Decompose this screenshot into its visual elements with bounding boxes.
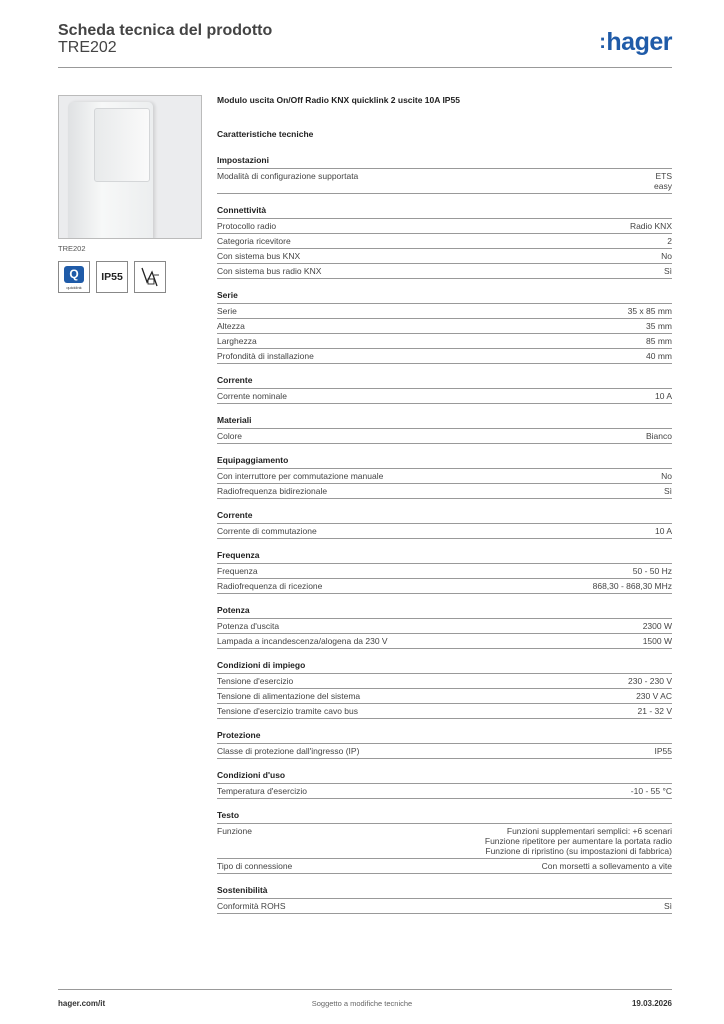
spec-value-line: Funzione ripetitore per aumentare la portata radio	[484, 836, 672, 846]
spec-row	[217, 579, 672, 594]
footer-date: 19.03.2026	[631, 999, 672, 1008]
spec-label: Corrente nominale	[217, 391, 287, 401]
footer-website: hager.com/it	[58, 999, 106, 1008]
section-title: Materiali	[217, 415, 672, 429]
spec-value	[258, 566, 672, 576]
section-title: Connettività	[217, 205, 672, 219]
spec-value-line: 2	[667, 236, 672, 246]
spec-value	[317, 526, 672, 536]
spec-section	[217, 730, 672, 759]
spec-value-line: 40 mm	[646, 351, 672, 361]
spec-value	[291, 236, 672, 246]
spec-value-line: 230 - 230 V	[628, 676, 672, 686]
spec-row	[217, 674, 672, 689]
product-image	[58, 95, 202, 239]
spec-value-line: 868,30 - 868,30 MHz	[592, 581, 672, 591]
spec-value	[300, 251, 672, 261]
spec-value	[383, 471, 672, 481]
spec-sections	[217, 155, 672, 914]
radio-wave-icon	[134, 261, 166, 293]
spec-value-line: Sì	[663, 266, 672, 276]
spec-value-line: 10 A	[654, 526, 672, 536]
section-title: Condizioni d'uso	[217, 770, 672, 784]
spec-section	[217, 660, 672, 719]
spec-section	[217, 415, 672, 444]
spec-row	[217, 469, 672, 484]
spec-value-line: 21 - 32 V	[637, 706, 672, 716]
spec-value-line: 1500 W	[642, 636, 672, 646]
spec-value-line: 35 x 85 mm	[627, 306, 672, 316]
spec-value	[359, 746, 672, 756]
spec-label: Radiofrequenza bidirezionale	[217, 486, 328, 496]
spec-row	[217, 524, 672, 539]
spec-value-line: easy	[654, 181, 672, 191]
quicklink-badge	[58, 261, 90, 293]
spec-value-line: Sì	[663, 486, 672, 496]
spec-label: Corrente di commutazione	[217, 526, 317, 536]
spec-label: Protocollo radio	[217, 221, 277, 231]
spec-value	[257, 336, 672, 346]
spec-value-line: Con morsetti a sollevamento a vite	[541, 861, 672, 871]
section-title: Sostenibilità	[217, 885, 672, 899]
spec-value-line: 35 mm	[646, 321, 672, 331]
spec-value	[388, 636, 672, 646]
spec-value-line: Funzione di ripristino (su impostazioni di fabbrica)	[485, 846, 672, 856]
spec-row	[217, 429, 672, 444]
spec-section	[217, 885, 672, 914]
spec-section	[217, 290, 672, 364]
spec-label: Tensione d'esercizio tramite cavo bus	[217, 706, 358, 716]
spec-value-line: Funzioni supplementari semplici: +6 scenari	[506, 826, 672, 836]
section-title: Equipaggiamento	[217, 455, 672, 469]
spec-row	[217, 219, 672, 234]
section-title: Potenza	[217, 605, 672, 619]
footer-disclaimer: Soggetto a modifiche tecniche	[311, 999, 413, 1008]
spec-section	[217, 155, 672, 194]
spec-value-line: IP55	[654, 746, 672, 756]
quicklink-icon: Q	[64, 266, 84, 283]
spec-row	[217, 784, 672, 799]
spec-value	[286, 901, 673, 911]
spec-value	[279, 621, 672, 631]
spec-label: Tipo di connessione	[217, 861, 293, 871]
footer-divider	[58, 989, 672, 990]
spec-label: Temperatura d'esercizio	[217, 786, 307, 796]
spec-row	[217, 704, 672, 719]
spec-row	[217, 744, 672, 759]
spec-row	[217, 349, 672, 364]
spec-label: Conformità ROHS	[217, 901, 286, 911]
spec-row	[217, 304, 672, 319]
ip55-badge: IP55	[96, 261, 128, 293]
spec-label: Potenza d'uscita	[217, 621, 280, 631]
spec-label: Frequenza	[217, 566, 258, 576]
section-title: Testo	[217, 810, 672, 824]
spec-value-line: No	[661, 251, 672, 261]
spec-label: Larghezza	[217, 336, 257, 346]
spec-row	[217, 264, 672, 279]
spec-label: Modalità di configurazione supportata	[217, 171, 359, 181]
spec-row	[217, 899, 672, 914]
spec-value-line: 85 mm	[646, 336, 672, 346]
spec-label: Altezza	[217, 321, 245, 331]
spec-value-line: Radio KNX	[629, 221, 672, 231]
spec-value	[276, 221, 672, 231]
spec-value	[321, 266, 672, 276]
product-name: Modulo uscita On/Off Radio KNX quicklink 2 uscite 10A IP55	[217, 95, 460, 105]
spec-label: Serie	[217, 306, 237, 316]
spec-value	[237, 306, 672, 316]
hager-logo: :hager	[599, 28, 672, 56]
spec-row	[217, 824, 672, 859]
specs-heading: Caratteristiche tecniche	[217, 129, 314, 139]
spec-value-line: ETS	[655, 171, 672, 181]
spec-label: Classe di protezione dall'ingresso (IP)	[217, 746, 360, 756]
spec-value-line: Sì	[663, 901, 672, 911]
spec-value-line: 230 V AC	[636, 691, 672, 701]
spec-label: Radiofrequenza di ricezione	[217, 581, 323, 591]
spec-label: Categoria ricevitore	[217, 236, 291, 246]
spec-row	[217, 319, 672, 334]
spec-value	[292, 861, 672, 871]
spec-label: Colore	[217, 431, 243, 441]
spec-row	[217, 249, 672, 264]
spec-value	[314, 351, 672, 361]
spec-value-line: 2300 W	[642, 621, 672, 631]
spec-row	[217, 619, 672, 634]
spec-section	[217, 770, 672, 799]
spec-label: Con sistema bus radio KNX	[217, 266, 322, 276]
section-title: Protezione	[217, 730, 672, 744]
spec-label: Con interruttore per commutazione manuale	[217, 471, 384, 481]
page-title: Scheda tecnica del prodotto	[58, 22, 273, 39]
product-code: TRE202	[58, 39, 117, 56]
spec-value	[360, 691, 672, 701]
spec-label: Profondità di installazione	[217, 351, 314, 361]
quicklink-label: quicklink	[66, 285, 82, 290]
spec-value-line: Bianco	[646, 431, 672, 441]
spec-label: Con sistema bus KNX	[217, 251, 301, 261]
spec-value	[252, 826, 672, 856]
spec-section	[217, 375, 672, 404]
spec-value	[293, 676, 672, 686]
spec-value	[358, 706, 672, 716]
spec-value-line: -10 - 55 °C	[630, 786, 672, 796]
spec-label: Funzione	[217, 826, 252, 836]
spec-value-line: No	[661, 471, 672, 481]
spec-row	[217, 859, 672, 874]
spec-section	[217, 510, 672, 539]
spec-section	[217, 550, 672, 594]
spec-value	[287, 391, 672, 401]
spec-value	[307, 786, 672, 796]
spec-label: Tensione di alimentazione del sistema	[217, 691, 361, 701]
spec-value-line: 10 A	[654, 391, 672, 401]
spec-value	[242, 431, 672, 441]
spec-row	[217, 334, 672, 349]
spec-label: Lampada a incandescenza/alogena da 230 V	[217, 636, 388, 646]
spec-section	[217, 455, 672, 499]
spec-label: Tensione d'esercizio	[217, 676, 294, 686]
section-title: Corrente	[217, 375, 672, 389]
spec-row	[217, 634, 672, 649]
spec-value-line: 50 - 50 Hz	[632, 566, 672, 576]
spec-row	[217, 234, 672, 249]
spec-section	[217, 205, 672, 279]
section-title: Serie	[217, 290, 672, 304]
spec-row	[217, 389, 672, 404]
spec-content	[217, 95, 672, 925]
header-divider	[58, 67, 672, 68]
product-image-caption: TRE202	[58, 244, 86, 253]
section-title: Condizioni di impiego	[217, 660, 672, 674]
spec-value	[322, 581, 672, 591]
spec-section	[217, 605, 672, 649]
spec-value	[245, 321, 672, 331]
spec-row	[217, 689, 672, 704]
section-title: Frequenza	[217, 550, 672, 564]
section-title: Corrente	[217, 510, 672, 524]
spec-row	[217, 169, 672, 194]
spec-row	[217, 564, 672, 579]
spec-value	[358, 171, 672, 191]
section-title: Impostazioni	[217, 155, 672, 169]
spec-section	[217, 810, 672, 874]
spec-row	[217, 484, 672, 499]
spec-value	[327, 486, 672, 496]
